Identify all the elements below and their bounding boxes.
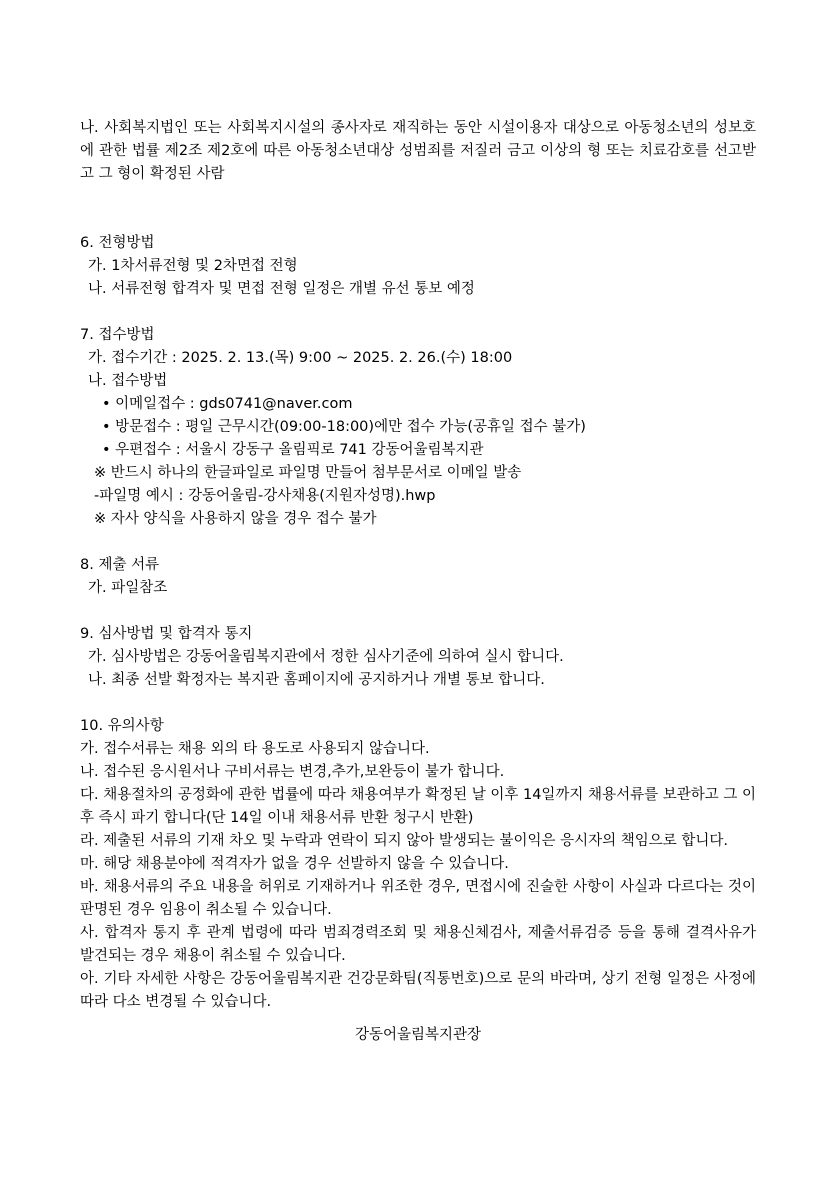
- section-8-item: 가. 파일참조: [88, 580, 168, 596]
- notice-item: 아. 기타 자세한 사항은 강동어울림복지관 건강문화팀(직통번호)으로 문의 바라며, 상기 전형 일정은 사정에 따라 다소 변경될 수 있습니다.: [80, 971, 756, 1010]
- section-9-item: 나. 최종 선발 확정자는 복지관 홈페이지에 공지하거나 개별 통보 합니다.: [88, 672, 545, 688]
- section-6-heading: 6. 전형방법: [80, 235, 155, 251]
- note-item: ※ 반드시 하나의 한글파일로 파일명 만들어 첨부문서로 이메일 발송: [94, 465, 522, 481]
- section-9-heading: 9. 심사방법 및 합격자 통지: [80, 626, 253, 642]
- note-item: -파일명 예시 : 강동어울림-강사채용(지원자성명).hwp: [94, 488, 436, 504]
- notice-item: 나. 접수된 응시원서나 구비서류는 변경,추가,보완등이 불가 합니다.: [80, 764, 505, 780]
- email-application: • 이메일접수 : gds0741@naver.com: [102, 396, 353, 412]
- application-period: 가. 접수기간 : 2025. 2. 13.(목) 9:00 ~ 2025. 2. 26.(수) 18:00: [88, 350, 513, 366]
- section-9-item: 가. 심사방법은 강동어울림복지관에서 정한 심사기준에 의하여 실시 합니다.: [88, 649, 564, 665]
- notice-item: 바. 채용서류의 주요 내용을 허위로 기재하거나 위조한 경우, 면접시에 진술한 사항이 사실과 다르다는 것이 판명된 경우 임용이 취소될 수 있습니다.: [80, 879, 756, 918]
- section-7-heading: 7. 접수방법: [80, 327, 155, 343]
- section-6-item: 나. 서류전형 합격자 및 면접 전형 일정은 개별 유선 통보 예정: [88, 281, 475, 297]
- issuer-signature: 강동어울림복지관장: [354, 1027, 482, 1043]
- section-6-item: 가. 1차서류전형 및 2차면접 전형: [88, 258, 298, 274]
- notice-item: 다. 채용절차의 공정화에 관한 법률에 따라 채용여부가 확정된 날 이후 14일까지 채용서류를 보관하고 그 이후 즉시 파기 합니다(단 14일 이내 채용서류 반환 청구시 반환): [80, 787, 756, 826]
- note-item: ※ 자사 양식을 사용하지 않을 경우 접수 불가: [94, 511, 377, 527]
- document-body: [80, 117, 756, 1047]
- notice-item: 사. 합격자 통지 후 관계 법령에 따라 범죄경력조회 및 채용신체검사, 제출서류검증 등을 통해 결격사유가 발견되는 경우 채용이 취소될 수 있습니다.: [80, 925, 756, 964]
- section-10-heading: 10. 유의사항: [80, 718, 164, 734]
- application-method-label: 나. 접수방법: [88, 373, 168, 389]
- notice-item: 가. 접수서류는 채용 외의 타 용도로 사용되지 않습니다.: [80, 741, 430, 757]
- mail-application: • 우편접수 : 서울시 강동구 올림픽로 741 강동어울림복지관: [102, 442, 484, 458]
- visit-application: • 방문접수 : 평일 근무시간(09:00-18:00)에만 접수 가능(공휴일 접수 불가): [102, 419, 586, 435]
- disqualification-item-na: 나. 사회복지법인 또는 사회복지시설의 종사자로 재직하는 동안 시설이용자 대상으로 아동청소년의 성보호에 관한 법률 제2조 제2호에 따른 아동청소년대상 성범죄를 저질러 금고 이상의 형 또는 치료감호를 선고받고 그 형이 확정된 사람: [80, 120, 756, 182]
- notice-item: 라. 제출된 서류의 기재 차오 및 누락과 연락이 되지 않아 발생되는 불이익은 응시자의 책임으로 합니다.: [80, 833, 729, 849]
- section-8-heading: 8. 제출 서류: [80, 557, 160, 573]
- notice-item: 마. 해당 채용분야에 적격자가 없을 경우 선발하지 않을 수 있습니다.: [80, 856, 509, 872]
